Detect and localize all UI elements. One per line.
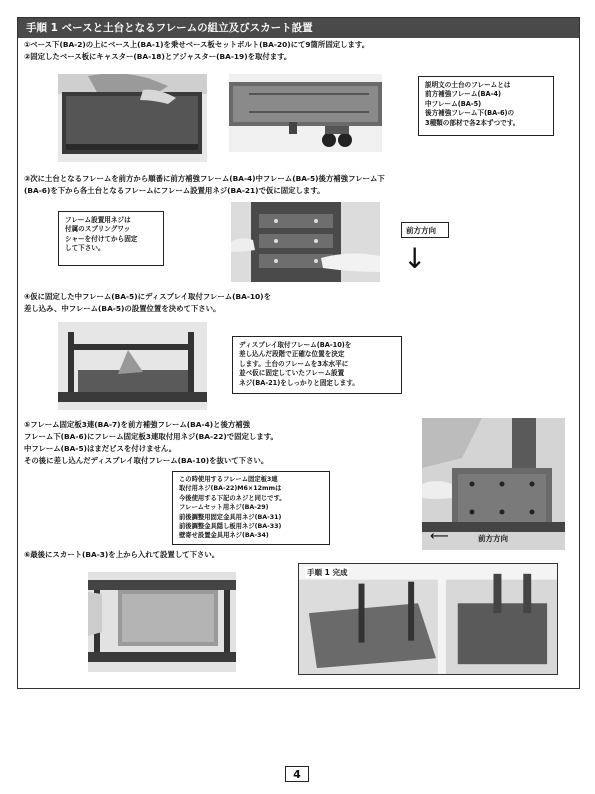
note-line: 前後調整金具隠し板用ネジ(BA-33) [179,523,282,531]
note-line: 付属のスプリングワッ [65,225,131,234]
down-arrow-icon: ↓ [403,242,427,275]
note-line: 取付用ネジ(BA-22)M6×12mmは [179,485,282,493]
note-line: 今後使用する下記のネジと同じです。 [179,494,286,502]
note-screws [172,471,330,545]
note-line: 差し込んだ段階で正確な位置を決定 [239,350,345,359]
step6-text: ⑥最後にスカート(BA-3)を上から入れて設置して下さい。 [24,550,220,559]
note-line: 壁寄せ設置金具用ネジ(BA-34) [179,532,269,540]
step5-text-line3: 中フレーム(BA-5)はまだビスを付けません。 [24,444,177,453]
direction-label: 前方方向 [406,226,436,235]
step4-text-line1: ④仮に固定した中フレーム(BA-5)にディスプレイ取付フレーム(BA-10)を [24,292,271,301]
note-line: 並べ仮に固定していたフレーム設置 [239,369,345,378]
note-line: 前後調整用固定金具用ネジ(BA-31) [179,513,282,521]
step3-text-line2: (BA-6)を下から各土台となるフレームにフレーム設置用ネジ(BA-21)で仮に固定します。 [24,186,325,195]
step4-text-line2: 差し込み、中フレーム(BA-5)の設置位置を決めて下さい。 [24,304,221,313]
photo-fixing-plate [422,418,565,550]
step2-text: ②固定したベース板にキャスター(BA-18)とアジャスター(BA-19)を取付ます。 [24,52,292,61]
note-line: 説明文の土台のフレームとは [425,81,511,89]
note-line: して下さい。 [65,244,105,253]
page-number: 4 [285,766,309,782]
photo-frame-screws [231,202,380,282]
photo-skirt [88,572,236,672]
direction-label-2: 前方方向 [478,534,508,543]
left-arrow-icon: ⟵ [430,529,449,544]
note-line: します。土台のフレームを3本水平に [239,359,349,368]
photo-display-frame [58,322,207,410]
note-line: シャーを付けてから固定 [65,234,138,243]
step5-text-line4: その後に差し込んだディスプレイ取付フレーム(BA-10)を抜いて下さい。 [24,456,269,465]
direction-label-box [401,222,449,238]
note-line: この時使用するフレーム固定板3連 [179,476,278,483]
step5-text-line1: ⑤フレーム固定板3連(BA-7)を前方補強フレーム(BA-4)と後方補強 [24,420,251,429]
note-line: ディスプレイ取付フレーム(BA-10)を [239,341,352,349]
note-base-frames [418,76,554,136]
step1-text: ①ベース下(BA-2)の上にベース上(BA-1)を乗せベース板セットボルト(BA-20)にて9箇所固定します。 [24,40,370,49]
note-line: 3種類の部材で各2本ずつです。 [425,118,520,127]
complete-label: 手順 1 完成 [307,568,348,577]
note-line: 前方補強フレーム(BA-4) [425,90,501,99]
photo-base-assembly [58,74,207,162]
note-line: 中フレーム(BA-5) [425,99,482,108]
step5-text-line2: フレーム下(BA-6)にフレーム固定板3連取付用ネジ(BA-22)で固定します。 [24,432,278,441]
page-title: 手順 1 ベースと土台となるフレームの組立及びスカート設置 [18,18,579,38]
note-line: フレーム設置用ネジは [65,216,131,224]
note-line: ネジ(BA-21)をしっかりと固定します。 [239,378,359,387]
step3-text-line1: ③次に土台となるフレームを前方から順番に前方補強フレーム(BA-4)中フレーム(BA-5)後方補強フレーム下 [24,174,385,183]
photo-casters [229,74,382,152]
note-spring-washer [58,211,164,266]
note-display-frame [232,336,402,394]
note-line: フレームセット用ネジ(BA-29) [179,504,269,512]
photo-complete [298,563,558,675]
note-line: 後方補強フレーム下(BA-6)の [425,109,515,118]
